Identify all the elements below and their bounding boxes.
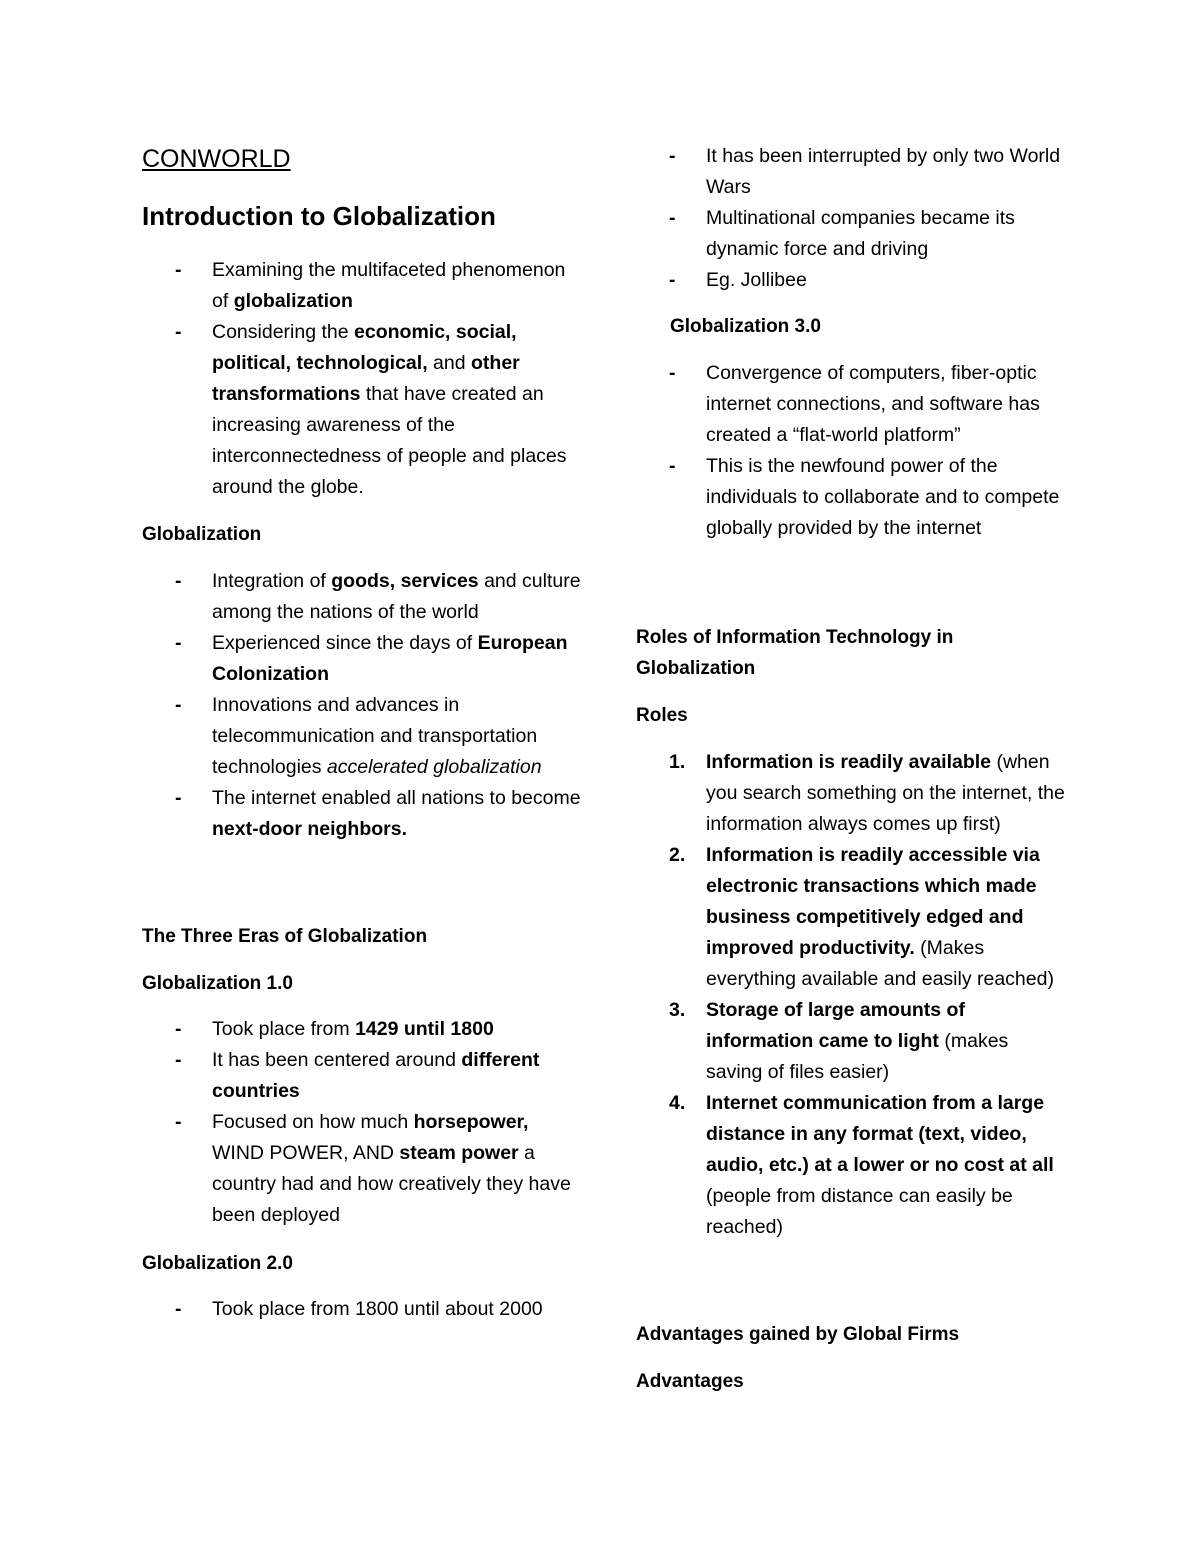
list-item: - Focused on how much horsepower, WIND POWER, AND steam power a country had and how creatively they have been deployed [142,1107,582,1231]
list-item: 3. Storage of large amounts of information came to light (makes saving of files easier) [669,999,1009,1083]
list-item: 4. Internet communication from a large distance in any format (text, video, audio, etc.) at a lower or no cost at all (people from distance can easily be reached) [669,1092,1054,1238]
list-item: - Took place from 1800 until about 2000 [142,1294,562,1325]
intro-list [142,255,582,503]
list-item: - Convergence of computers, fiber-optic internet connections, and software has created a “flat-world platform” [636,358,1066,451]
globalization-heading: Globalization [142,524,262,545]
list-item: - This is the newfound power of the individuals to collaborate and to compete globally provided by the internet [636,451,1066,544]
roles-heading: Roles of Information Technology in Globalization [636,627,954,679]
globalization-3-list [636,358,1066,544]
advantages-heading: Advantages gained by Global Firms [636,1324,960,1345]
list-item: - Multinational companies became its dynamic force and driving [636,203,1066,265]
list-item: - Considering the economic, social, political, technological, and other transformations that have created an increasing awareness of the interconnectedness of people and places around the globe. [142,317,582,503]
roles-subheading: Roles [636,705,688,726]
list-item: 2. Information is readily accessible via electronic transactions which made business competitively edged and improved productivity. (Makes everything available and easily reached) [669,844,1054,990]
list-item: - It has been centered around different countries [142,1045,582,1107]
globalization-3-heading: Globalization 3.0 [670,316,821,337]
list-item: - The internet enabled all nations to become next-door neighbors. [142,783,582,845]
globalization-2-list-cont [636,141,1066,296]
list-item: - Eg. Jollibee [636,265,1066,296]
globalization-1-list [142,1014,582,1231]
list-item: - Examining the multifaceted phenomenon of globalization [142,255,582,317]
eras-heading: The Three Eras of Globalization [142,926,428,947]
intro-heading: Introduction to Globalization [142,201,496,231]
globalization-1-heading: Globalization 1.0 [142,973,293,994]
list-item: - Experienced since the days of European Colonization [142,628,582,690]
globalization-2-heading: Globalization 2.0 [142,1253,293,1274]
list-item: 1. Information is readily available (when you search something on the internet, the information always comes up first) [669,751,1065,835]
globalization-list [142,566,582,845]
list-item: - Integration of goods, services and culture among the nations of the world [142,566,582,628]
list-item: - It has been interrupted by only two World Wars [636,141,1066,203]
list-item: - Took place from 1429 until 1800 [142,1014,582,1045]
globalization-2-list-start [142,1294,562,1325]
list-item: - Innovations and advances in telecommunication and transportation technologies accelerated globalization [142,690,582,783]
document-title: CONWORLD [142,145,291,173]
advantages-subheading: Advantages [636,1371,744,1392]
roles-list [636,747,1066,1243]
